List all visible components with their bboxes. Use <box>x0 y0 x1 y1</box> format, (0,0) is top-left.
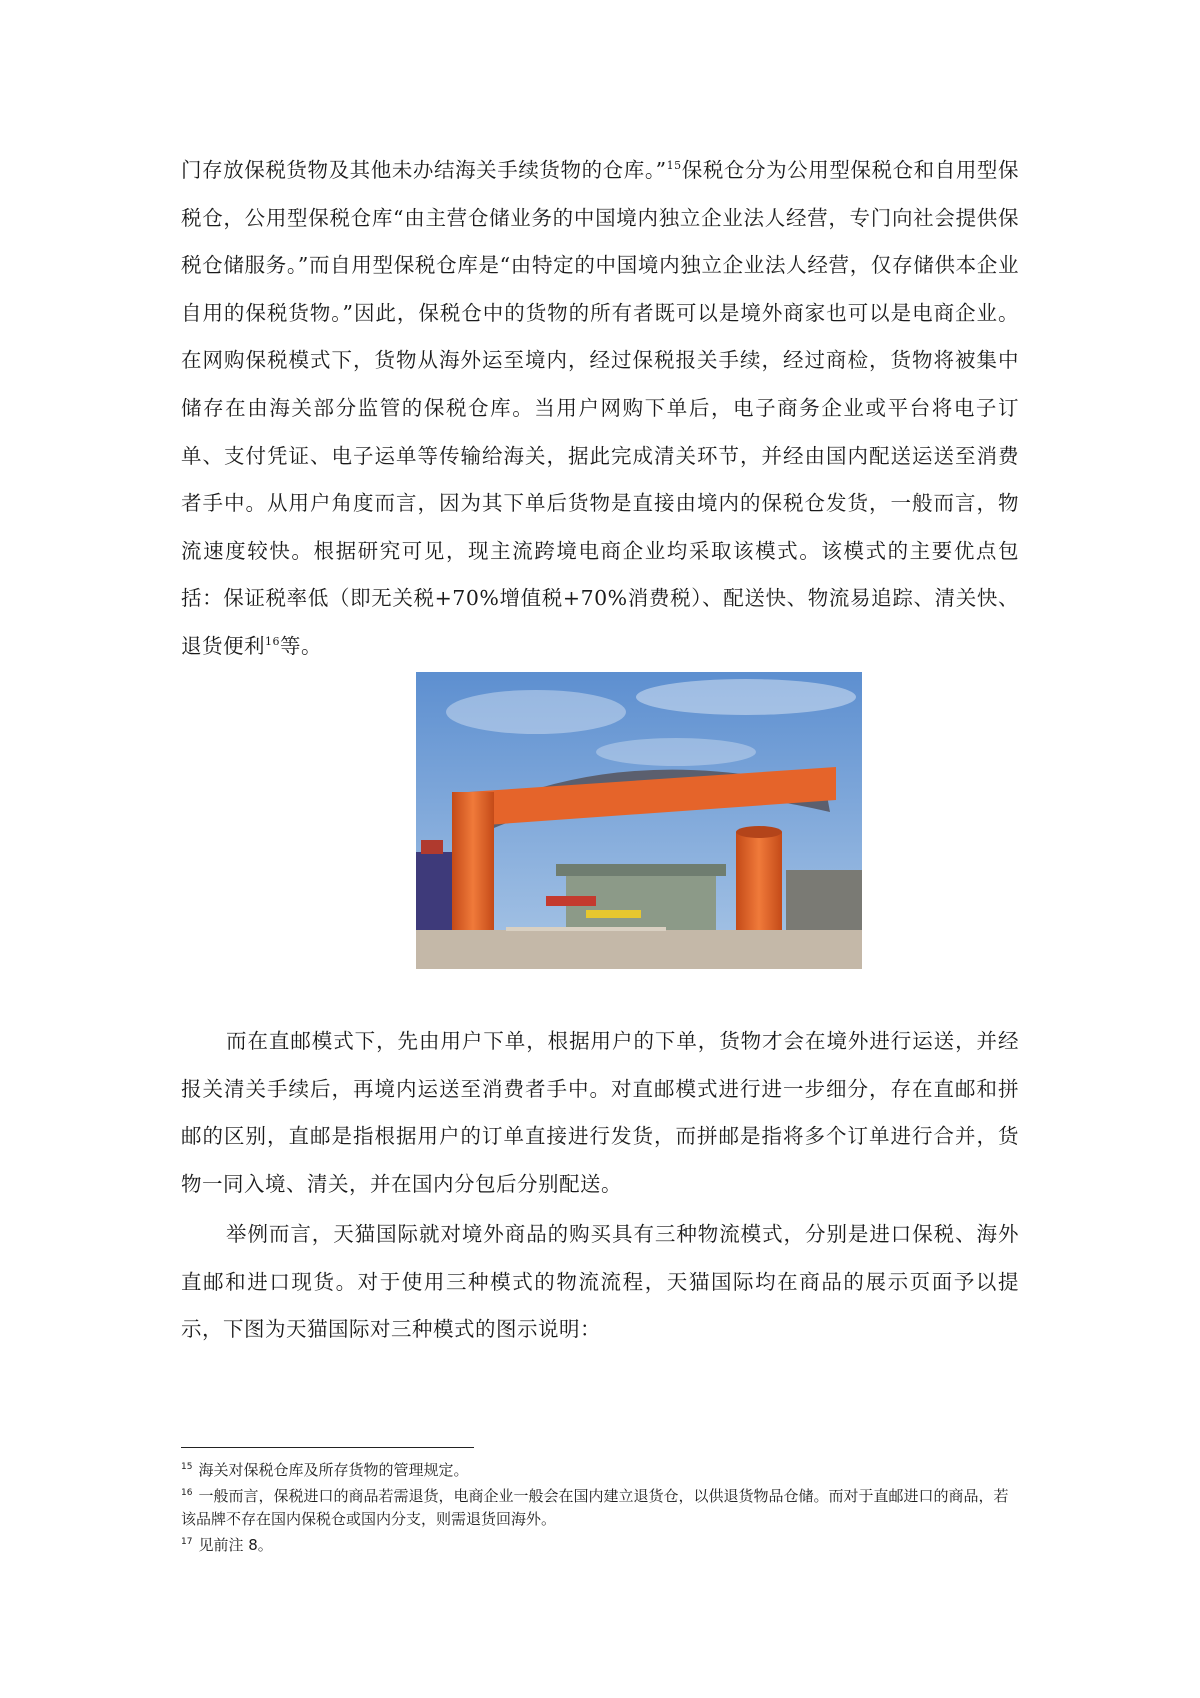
footnotes <box>181 1456 1021 1557</box>
p1-text-b: 保税仓分为公用型保税仓和自用型保税仓，公用型保税仓库“由主营仓储业务的中国境内独立企业法人经营，专门向社会提供保税仓储服务。”而自用型保税仓库是“由特定的中国境内独立企业法人经营，仅存储供本企业自用的保税货物。”因此，保税仓中的货物的所有者既可以是境外商家也可以是电商企业。在网购保税模式下，货物从海外运至境内，经过保税报关手续，经过商检，货物将被集中储存在由海关部分监管的保税仓库。当用户网购下单后，电子商务企业或平台将电子订单、支付凭证、电子运单等传输给海关，据此完成清关环节，并经由国内配送运送至消费者手中。从用户角度而言，因为其下单后货物是直接由境内的保税仓发货，一般而言，物流速度较快。根据研究可见，现主流跨境电商企业均采取该模式。该模式的主要优点包括：保证税率低（即无关税+70%增值税+70%消费税）、配送快、物流易追踪、清关快、退货便利 <box>181 158 1019 658</box>
footnote-17 <box>181 1531 1021 1557</box>
footnote-ref-16[interactable]: 16 <box>265 635 280 649</box>
footnote-text: 海关对保税仓库及所存货物的管理规定。 <box>198 1461 469 1479</box>
footnote-ref-15[interactable]: 15 <box>666 159 682 173</box>
footnote-15 <box>181 1456 1021 1482</box>
body-paragraph-1 <box>181 147 1019 671</box>
body-paragraph-2: 而在直邮模式下，先由用户下单，根据用户的下单，货物才会在境外进行运送，并经报关清关手续后，再境内运送至消费者手中。对直邮模式进行进一步细分，存在直邮和拼邮的区别，直邮是指根据用户的订单直接进行发货，而拼邮是指将多个订单进行合并，货物一同入境、清关，并在国内分包后分别配送。 <box>181 1029 1019 1196</box>
footnote-16 <box>181 1482 1021 1531</box>
p1-text-c: 等。 <box>280 633 322 658</box>
footnote-text: 一般而言，保税进口的商品若需退货，电商企业一般会在国内建立退货仓，以供退货物品仓储。而对于直邮进口的商品，若该品牌不存在国内保税仓或国内分支，则需退货回海外。 <box>181 1487 1009 1528</box>
p1-text-a: 门存放保税货物及其他未办结海关手续货物的仓库。” <box>181 158 667 182</box>
footnote-mark: 17 <box>181 1537 193 1547</box>
footnote-mark: 16 <box>181 1488 193 1498</box>
footnote-mark: 15 <box>181 1462 193 1472</box>
footnote-separator <box>181 1447 474 1448</box>
body-paragraph-3: 举例而言，天猫国际就对境外商品的购买具有三种物流模式，分别是进口保税、海外直邮和进口现货。对于使用三种模式的物流流程，天猫国际均在商品的展示页面予以提示，下图为天猫国际对三种模式的图示说明： <box>181 1222 1019 1342</box>
footnote-text: 见前注 8。 <box>198 1536 273 1554</box>
bonded-warehouse-photo <box>416 672 862 969</box>
